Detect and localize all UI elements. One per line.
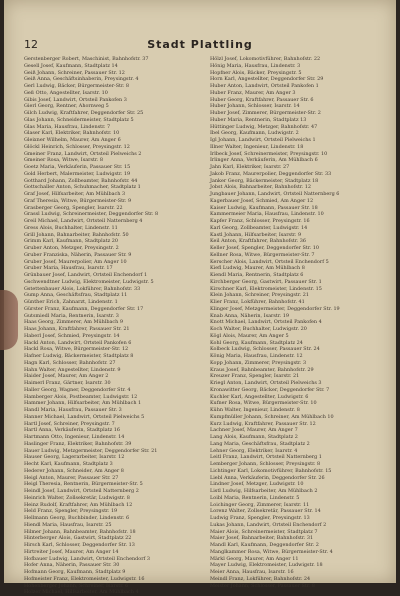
- directory-entry: Haslinger Franz, Elektriker, Bahnhofstr. 39: [24, 440, 132, 447]
- directory-entry: Hofer Anna, Näherin, Passauer Str. 30: [24, 562, 120, 569]
- directory-entry: Hinterberger Alois, Gastwirt, Stadtplatz 22: [24, 535, 132, 542]
- directory-entry: Gstettenbauer Alois, Lokführer, Bahnhofstr. 33: [24, 285, 141, 292]
- directory-entry: Gerl Ludwig, Bäcker, Bürgermeister-Str. 8: [24, 83, 130, 89]
- directory-entry: Gierl Georg, Rentner, Ahornweg 5: [24, 103, 109, 110]
- directory-entry: Loichinger Georg, Zimmerer, Isarstr. 11: [210, 501, 310, 508]
- directory-entry: Hölzl Josef, Lokomotivführer, Bahnhofstr. 22: [210, 56, 321, 62]
- directory-entry: Gmeiner Rosa, Witwe, Isarstr. 8: [24, 157, 103, 164]
- directory-entry: Jobst Alois, Bahnarbeiter, Bahnhofstr. 12: [210, 184, 312, 191]
- directory-entry: Jakob Franz, Maurerpolier, Deggendorfer Str. 33: [210, 170, 332, 177]
- directory-entry: Meister Johann, Schlosser, Passauer Str. 8: [210, 582, 315, 589]
- directory-entry: Hofmann Georg, Kaufmann, Stadtplatz 9: [24, 569, 126, 575]
- directory-entry: Kurz Ludwig, Kraftfahrer, Passauer Str. 12: [210, 420, 316, 427]
- directory-page: [4, 0, 396, 596]
- directory-entry: Klinger Josef, Metzgermeister, Deggendorfer Str. 19: [210, 305, 340, 312]
- directory-entry: Kögl Alois, Maurer, Am Anger 5: [210, 332, 289, 339]
- directory-entry: Gump Anna, Geschäftsfrau, Stadtplatz 11: [24, 292, 128, 299]
- directory-entry: Lindner Josef, Metzger, Ludwigstr. 10: [210, 481, 304, 488]
- directory-entry: Keil Anton, Kraftfahrer, Bahnhofstr. 36: [210, 238, 306, 245]
- directory-entry: Kirchberger Georg, Gastwirt, Passauer Str. 1: [210, 278, 322, 285]
- directory-entry: Huber Josef, Zimmerer, Bürgermeister-Str. 2: [210, 110, 321, 116]
- directory-entry: Jungbauer Johann, Landwirt, Ortsteil Natternberg 6: [210, 191, 340, 197]
- page-header: [4, 38, 396, 54]
- directory-entry: Gotthard Johann, Zollbeamter, Bahnhofstr. 44: [24, 177, 138, 184]
- directory-entry: Gruber Maria, Hausfrau, Isarstr. 17: [24, 265, 113, 272]
- directory-entry: Gutsmiedl Maria, Rentnerin, Isarstr. 3: [24, 312, 119, 319]
- directory-entry: Haller Georg, Wagner, Deggendorfer Str. 4: [24, 386, 131, 393]
- directory-entry: Kolbeck Ludwig, Schlosser, Passauer Str. 24: [210, 346, 320, 353]
- directory-entry: Hederer Johann, Schneider, Am Anger 8: [24, 467, 124, 474]
- directory-entry: Greil Michael, Landwirt, Ortsteil Natternberg 4: [24, 218, 143, 224]
- directory-entry: Hirtreiter Josef, Maurer, Am Anger 14: [24, 548, 119, 555]
- directory-entry: Grasberger Georg, Spengler, Isarstr. 22: [24, 204, 123, 211]
- directory-entry: Klein Johann, Schreiner, Preysingstr. 21: [210, 292, 309, 299]
- directory-entry: Kagerbauer Josef, Schmied, Am Anger 12: [210, 197, 314, 204]
- directory-entry: Heinrich Walter, Zollsekretär, Ludwigstr. 8: [24, 494, 130, 501]
- directory-entry: Leitl Franz, Landwirt, Ortsteil Natternberg 1: [210, 454, 322, 461]
- directory-entry: Meindl Franz, Lokführer, Bahnhofstr. 24: [210, 575, 311, 582]
- directory-entry: Lorenz Walter, Zollsekretär, Passauer Str. 14: [210, 508, 321, 515]
- directory-entry: Huber Franz, Maurer, Am Anger 3: [210, 89, 296, 96]
- directory-entry: Haimerl Franz, Gärtner, Isarstr. 30: [24, 380, 111, 386]
- directory-entry: Grill Johann, Bahnarbeiter, Bahnhofstr. 50: [24, 231, 129, 238]
- directory-entry: Huber Johann, Schlosser, Isarstr. 14: [210, 103, 300, 110]
- directory-entry: Hagn Karl, Schlosser, Bahnhofstr. 27: [24, 359, 116, 366]
- directory-entry: Heigl Anton, Maurer, Passauer Str. 27: [24, 474, 119, 481]
- directory-entry: Gerstenberger Robert, Maschinist, Bahnhofstr. 37: [24, 56, 149, 62]
- right-column: [210, 56, 384, 589]
- directory-entry: Listl Ludwig, Hilfsarbeiter, Am Mühlbach 2: [210, 488, 318, 494]
- directory-entry: Grimm Karl, Kaufmann, Stadtplatz 20: [24, 238, 118, 245]
- directory-entry: Hönig Maria, Hausfrau, Lindenstr. 3: [210, 62, 301, 69]
- directory-entry: Kumpfmüller Johann, Schreiner, Am Mühlbach 10: [210, 413, 334, 420]
- directory-entry: Loibl Maria, Rentnerin, Lindenstr. 5: [210, 494, 300, 501]
- directory-entry: Meier Anna, Hausfrau, Isarstr. 16: [210, 569, 294, 575]
- directory-entry: Gold Herbert, Malermeister, Ludwigstr. 19: [24, 170, 131, 177]
- directory-entry: Lukas Johann, Landwirt, Ortsteil Enchendorf 2: [210, 521, 327, 528]
- directory-entry: Knott Michael, Landwirt, Ortsteil Pankofen 4: [210, 319, 322, 326]
- directory-entry: Huber Georg, Kraftfahrer, Passauer Str. 6: [210, 96, 314, 103]
- directory-entry: Karl Georg, Zollbeamter, Ludwigstr. 14: [210, 224, 308, 231]
- directory-entry: Grassl Ludwig, Schreinermeister, Deggendorfer Str. 8: [24, 211, 159, 218]
- directory-entry: Lachner Josef, Maurer, Am Anger 7: [210, 427, 298, 434]
- page-number: 12: [24, 38, 38, 51]
- directory-entry: Holzer Michael, Hilfsarbeiter, Am Mühlbach 4: [24, 589, 139, 596]
- directory-entry: Haas Georg, Zimmerer, Am Mühlbach 9: [24, 319, 123, 326]
- directory-entry: Kohl Georg, Kaufmann, Stadtplatz 24: [210, 339, 303, 346]
- directory-entry: Hirsch Karl, Schlosser, Deggendorfer Str. 13: [24, 542, 135, 548]
- directory-entry: Märkl Georg, Maurer, Am Anger 11: [210, 555, 299, 562]
- directory-entry: Kerscher Alois, Landwirt, Ortsteil Enchendorf 5: [210, 258, 329, 265]
- left-column: [24, 56, 198, 596]
- directory-entry: Lehner Georg, Elektriker, Isarstr. 4: [210, 447, 298, 454]
- directory-entry: Klier Franz, Lokführer, Bahnhofstr. 41: [210, 299, 305, 305]
- directory-entry: Gottschaller Anton, Schuhmacher, Stadtplatz 1: [24, 184, 141, 191]
- directory-entry: Haider Josef, Maurer, Am Anger 2: [24, 373, 109, 380]
- directory-entry: Kreuzer Franz, Spengler, Isarstr. 21: [210, 373, 300, 380]
- directory-entry: Kopp Johann, Zimmerer, Preysingstr. 3: [210, 359, 307, 366]
- directory-entry: Gruber Anton, Metzger, Preysingstr. 2: [24, 245, 119, 251]
- directory-entry: Gruber Josef, Maurerpolier, Am Anger 10: [24, 258, 127, 265]
- directory-entry: Kühn Walter, Ingenieur, Lindenstr. 8: [210, 407, 300, 413]
- directory-entry: Kufner Rosa, Witwe, Bürgermeister-Str. 10: [210, 400, 317, 407]
- directory-entry: Gruber Franziska, Näherin, Passauer Str. 9: [24, 251, 132, 258]
- directory-entry: Hauser Georg, Lagerarbeiter, Isarstr. 12: [24, 454, 125, 461]
- directory-entry: Handl Maria, Hausfrau, Passauer Str. 3: [24, 407, 122, 413]
- directory-entry: Lang Maria, Geschäftsfrau, Stadtplatz 2: [210, 440, 310, 447]
- directory-entry: Hopfner Alois, Bäcker, Preysingstr. 5: [210, 69, 302, 76]
- directory-entry: Liebl Anna, Verkäuferin, Deggendorfer Str. 26: [210, 474, 325, 481]
- directory-entry: Maier Alois, Schreinermeister, Stadtplatz 7: [210, 528, 318, 535]
- directory-entry: Mandl Karl, Kaufmann, Deggendorfer Str. 2: [210, 542, 319, 548]
- directory-entry: Haas Johann, Kraftfahrer, Passauer Str. 21: [24, 326, 130, 332]
- directory-entry: Hackl Rosa, Witwe, Bürgermeister-Str. 12: [24, 346, 129, 353]
- directory-entry: Hartl Josef, Schreiner, Preysingstr. 7: [24, 420, 115, 427]
- directory-entry: Gürster Franz, Kaufmann, Deggendorfer Str. 17: [24, 305, 144, 312]
- directory-entry: Hellmann Georg, Buchbinder, Lindenstr. 6: [24, 515, 130, 521]
- directory-entry: Hilmer Johann, Bahnbeamter, Bahnhofstr. 18: [24, 528, 136, 535]
- directory-entry: König Maria, Hausfrau, Lindenstr. 12: [210, 353, 303, 359]
- directory-entry: Jahn Karl, Elektriker, Isarstr. 27: [210, 164, 290, 170]
- directory-entry: Kiefl Ludwig, Maurer, Am Mühlbach 8: [210, 265, 305, 272]
- directory-entry: Hecht Karl, Kaufmann, Stadtplatz 3: [24, 461, 113, 467]
- directory-entry: Glas Maria, Hausfrau, Lindenstr. 7: [24, 123, 111, 130]
- directory-entry: Kiendl Maria, Rentnerin, Stadtplatz 6: [210, 272, 304, 278]
- page-title: Stadt Plattling: [147, 38, 253, 51]
- directory-entry: Geiß Johann, Schreiner, Passauer Str. 12: [24, 69, 125, 76]
- directory-entry: Grünbauer Josef, Landwirt, Ortsteil Enchendorf 1: [24, 272, 148, 278]
- directory-entry: Ibel Georg, Kaufmann, Ludwigstr. 2: [210, 130, 299, 137]
- directory-entry: Hackl Anton, Landwirt, Ortsteil Pankofen 6: [24, 339, 132, 346]
- directory-entry: Maier Josef, Bahnarbeiter, Bahnhofstr. 31: [210, 535, 314, 542]
- directory-entry: Ludwig Franz, Spengler, Preysingstr. 13: [210, 515, 310, 521]
- directory-entry: Geiß Anna, Geschäftsinhaberin, Preysingstr. 4: [24, 76, 139, 83]
- directory-entry: Kraus Josef, Bahnbeamter, Bahnhofstr. 29: [210, 366, 314, 373]
- directory-entry: Günther Erich, Zahnarzt, Lindenstr. 1: [24, 299, 118, 305]
- directory-entry: Kirschner Karl, Elektromeister, Lindenstr. 15: [210, 285, 322, 292]
- directory-entry: Hofbauer Ludwig, Landwirt, Ortsteil Enchendorf 3: [24, 555, 151, 562]
- directory-entry: Irlbeck Josef, Schreinermeister, Preysingstr. 10: [210, 150, 328, 157]
- directory-entry: Hamberger Alois, Postbeamter, Ludwigstr. 12: [24, 393, 138, 400]
- directory-entry: Kriegl Anton, Landwirt, Ortsteil Pielweichs 3: [210, 380, 322, 386]
- directory-entry: Horn Karl, Angestellter, Deggendorfer Str. 29: [210, 76, 324, 83]
- directory-entry: Huber Maria, Rentnerin, Stadtplatz 13: [210, 116, 307, 123]
- directory-entry: Lemberger Johann, Schlosser, Preysingstr. 8: [210, 461, 321, 467]
- directory-entry: Glöckl Heinrich, Schlosser, Preysingstr. 12: [24, 143, 130, 150]
- directory-entry: Hartl Anna, Verkäuferin, Stadtplatz 16: [24, 427, 120, 434]
- directory-entry: Gmeiner Franz, Landwirt, Ortsteil Pielweichs 2: [24, 150, 142, 157]
- directory-entry: Knab Anna, Näherin, Isarstr. 19: [210, 312, 289, 319]
- directory-entry: Glaser Karl, Elektriker, Bahnhofstr. 10: [24, 130, 120, 137]
- directory-entry: Heindl Josef, Landwirt, Ortsteil Natternberg 2: [24, 488, 139, 494]
- directory-entry: Hüttinger Ludwig, Metzger, Bahnhofstr. 47: [210, 123, 318, 130]
- directory-entry: Kammermeier Maria, Hausfrau, Lindenstr. 10: [210, 211, 324, 218]
- directory-entry: Hauer Ludwig, Metzgermeister, Deggendorfer Str. 21: [24, 447, 158, 454]
- directory-entry: Goetz Maria, Verkäuferin, Passauer Str. 15: [24, 164, 131, 170]
- directory-entry: Kaiser Ludwig, Kaufmann, Passauer Str. 18: [210, 204, 318, 211]
- directory-entry: Glas Johann, Schneidermeister, Stadtplatz 5: [24, 116, 134, 123]
- directory-entry: Hiendl Maria, Hausfrau, Isarstr. 25: [24, 521, 112, 528]
- directory-entry: Kastl Johann, Hilfsarbeiter, Isarstr. 9: [210, 231, 302, 238]
- directory-entry: Keller Josef, Spengler, Deggendorfer Str. 10: [210, 245, 319, 251]
- directory-entry: Janker Georg, Bäckermeister, Stadtplatz 18: [210, 177, 319, 184]
- directory-entry: Kronawitter Georg, Bäcker, Deggendorfer Str. 7: [210, 386, 330, 393]
- directory-entry: Heinz Rudolf, Kraftfahrer, Am Mühlbach 12: [24, 501, 133, 508]
- directory-entry: Hohenberger Johann, Schreiner, Isarstr. 6: [24, 582, 129, 589]
- directory-entry: Manglkammer Rosa, Witwe, Bürgermeister-Str. 4: [210, 548, 333, 555]
- directory-entry: Geß Otto, Angestellter, Isarstr. 10: [24, 89, 108, 96]
- directory-entry: Gilch Ludwig, Kraftfahrer, Deggendorfer Str. 25: [24, 110, 144, 116]
- directory-entry: Haberl Josef, Schmied, Preysingstr. 14: [24, 332, 120, 339]
- directory-entry: Graf Theresia, Witwe, Bürgermeister-Str. 9: [24, 197, 132, 204]
- directory-entry: Gschwendtner Ludwig, Elektromeister, Ludwigstr. 5: [24, 278, 154, 285]
- directory-entry: Hafner Ludwig, Bäckermeister, Stadtplatz 8: [24, 353, 134, 359]
- directory-entry: Gleixner Wilhelm, Maurer, Am Anger 6: [24, 137, 121, 143]
- directory-entry: Kellner Rosa, Witwe, Bürgermeister-Str. 7: [210, 251, 315, 258]
- directory-entry: Held Franz, Spengler, Preysingstr. 19: [24, 508, 118, 515]
- directory-entry: Kapfer Franz, Schlosser, Preysingstr. 16: [210, 218, 310, 224]
- directory-entry: Illner Walter, Ingenieur, Lindenstr. 18: [210, 143, 304, 150]
- directory-entry: Mayer Ludwig, Elektromeister, Ludwigstr. 18: [210, 562, 323, 569]
- thumb-shadow: [0, 290, 18, 350]
- directory-entry: Gesell Josef, Kaufmann, Stadtplatz 14: [24, 62, 118, 69]
- directory-entry: Huber Anton, Landwirt, Ortsteil Pankofen 1: [210, 83, 319, 89]
- directory-entry: Hartmann Otto, Ingenieur, Lindenstr. 14: [24, 434, 125, 440]
- directory-entry: Irlinger Anna, Verkäuferin, Am Mühlbach 6: [210, 157, 318, 164]
- directory-entry: Lang Alois, Kaufmann, Stadtplatz 2: [210, 434, 298, 440]
- directory-entry: Lichtinger Karl, Lokomotivführer, Bahnhofstr. 15: [210, 467, 332, 474]
- directory-entry: Kuchler Karl, Angestellter, Ludwigstr. 6: [210, 393, 309, 400]
- directory-entry: Heigl Theresia, Rentnerin, Bürgermeister-Str. 5: [24, 481, 143, 488]
- directory-entry: Gibis Josef, Landwirt, Ortsteil Pankofen 3: [24, 96, 127, 103]
- directory-entry: Igl Johann, Landwirt, Ortsteil Pielweichs 1: [210, 137, 316, 143]
- directory-entry: Hanner Michael, Landwirt, Ortsteil Pielweichs 5: [24, 413, 145, 420]
- directory-entry: Gress Alois, Buchhalter, Lindenstr. 11: [24, 224, 118, 231]
- directory-entry: Hammer Johann, Hilfsarbeiter, Am Mühlbach 1: [24, 400, 142, 407]
- directory-entry: Koch Walter, Buchhalter, Ludwigstr. 20: [210, 326, 307, 332]
- directory-entry: Graf Josef, Hilfsarbeiter, Am Mühlbach 3: [24, 191, 126, 197]
- directory-entry: Hahn Walter, Angestellter, Lindenstr. 9: [24, 366, 121, 373]
- directory-entry: Hofmeister Franz, Elektromeister, Ludwigstr. 16: [24, 575, 145, 582]
